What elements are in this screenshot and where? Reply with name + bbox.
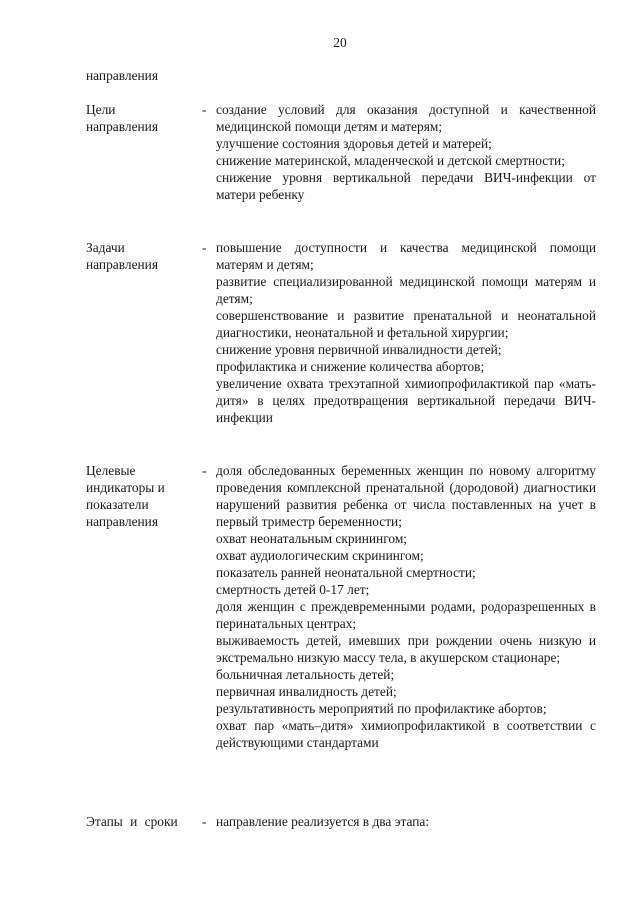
intro-line: направления bbox=[86, 68, 159, 83]
tasks-item: совершенствование и развитие пренатальной и неонатальной диагностики, неонатальной и фетальной хирургии; bbox=[216, 308, 596, 340]
tasks-content bbox=[216, 239, 596, 426]
indicators-label-line: показатели bbox=[86, 497, 149, 512]
goals-label-line: направления bbox=[86, 119, 159, 134]
goals-item: снижение материнской, младенческой и детской смертности; bbox=[216, 153, 565, 168]
indicators-dash: - bbox=[202, 463, 207, 478]
tasks-item: увеличение охвата трехэтапной химиопрофилактикой пар «мать-дитя» в целях предотвращения вертикальной передачи ВИЧ-инфекции bbox=[216, 376, 596, 425]
goals-label bbox=[86, 101, 196, 135]
tasks-label bbox=[86, 239, 196, 273]
indicators-item: результативность мероприятий по профилактике абортов; bbox=[216, 701, 547, 716]
stages-content bbox=[216, 813, 596, 830]
indicators-item: охват неонатальным скринингом; bbox=[216, 531, 408, 546]
tasks-dash: - bbox=[202, 240, 207, 255]
tasks-item: развитие специализированной медицинской помощи матерям и детям; bbox=[216, 274, 596, 306]
indicators-label bbox=[86, 462, 196, 530]
indicators-item: смертность детей 0-17 лет; bbox=[216, 582, 370, 597]
tasks-label-line: Задачи bbox=[86, 240, 125, 255]
indicators-item: доля обследованных беременных женщин по новому алгоритму проведения комплексной пренатальной (дородовой) диагностики нарушений развития ребенка от числа поставленных на учет в первый триместр беременности; bbox=[216, 463, 596, 529]
indicators-item: показатель ранней неонатальной смертности; bbox=[216, 565, 476, 580]
indicators-content bbox=[216, 462, 596, 751]
tasks-item: повышение доступности и качества медицинской помощи матерям и детям; bbox=[216, 240, 596, 272]
indicators-item: охват аудиологическим скринингом; bbox=[216, 548, 424, 563]
indicators-item: доля женщин с преждевременными родами, родоразрешенных в перинатальных центрах; bbox=[216, 599, 596, 631]
indicators-item: первичная инвалидность детей; bbox=[216, 684, 397, 699]
goals-dash: - bbox=[202, 102, 207, 117]
indicators-item: выживаемость детей, имевших при рождении очень низкую и экстремально низкую массу тела, в акушерском стационаре; bbox=[216, 633, 596, 665]
goals-item: снижение уровня вертикальной передачи ВИЧ-инфекции от матери ребенку bbox=[216, 170, 596, 202]
indicators-item: больничная летальность детей; bbox=[216, 667, 395, 682]
tasks-label-line: направления bbox=[86, 257, 159, 272]
indicators-label-line: направления bbox=[86, 514, 159, 529]
indicators-label-line: индикаторы и bbox=[86, 480, 165, 495]
stages-dash: - bbox=[202, 814, 207, 829]
indicators-item: охват пар «мать–дитя» химиопрофилактикой в соответствии с действующими стандартами bbox=[216, 718, 596, 750]
goals-item: создание условий для оказания доступной и качественной медицинской помощи детям и матерям; bbox=[216, 102, 596, 134]
stages-text: направление реализуется в два этапа: bbox=[216, 814, 430, 829]
goals-label-line: Цели bbox=[86, 102, 116, 117]
goals-item: улучшение состояния здоровья детей и матерей; bbox=[216, 136, 492, 151]
goals-content bbox=[216, 101, 596, 203]
tasks-item: профилактика и снижение количества абортов; bbox=[216, 359, 485, 374]
stages-label: Этапы и сроки bbox=[86, 814, 178, 829]
indicators-label-line: Целевые bbox=[86, 463, 136, 478]
tasks-item: снижение уровня первичной инвалидности детей; bbox=[216, 342, 502, 357]
page-number: 20 bbox=[333, 35, 347, 50]
